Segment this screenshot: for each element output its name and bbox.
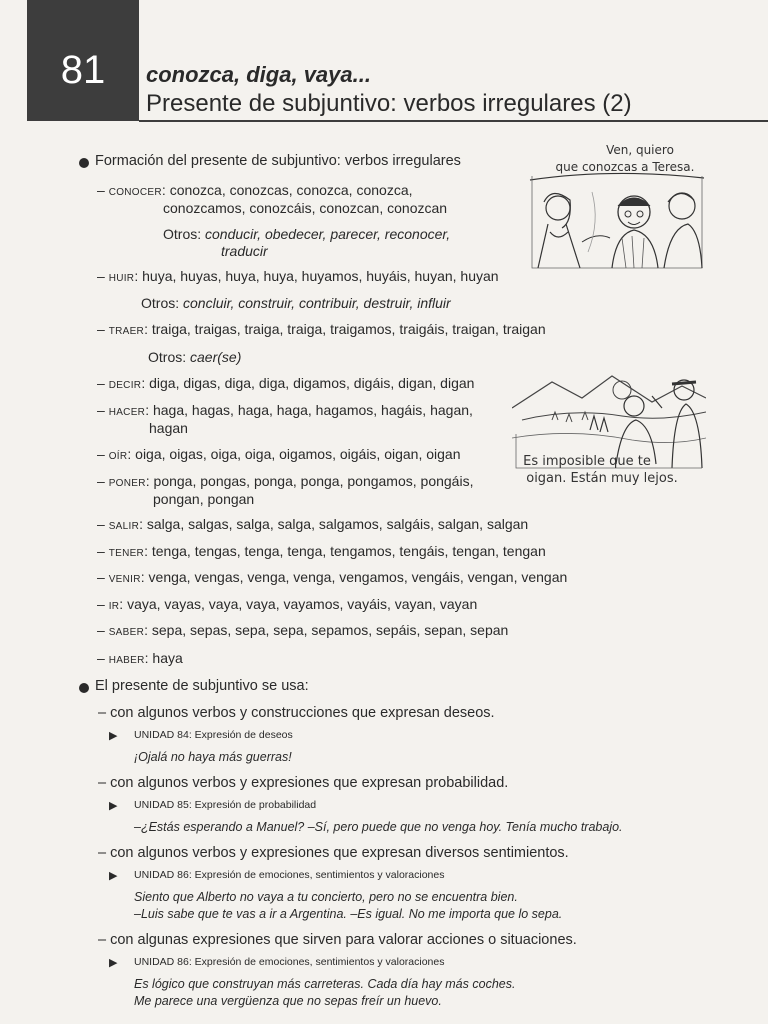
unit-reference: UNIDAD 86: Expresión de emociones, sentimientos y valoraciones [134, 956, 445, 968]
unit-number: 81 [60, 48, 106, 92]
verb-forms: traiga, traigas, traiga, traiga, traigamos, traigáis, traigan, traigan [151, 321, 546, 337]
otros-list: caer(se) [190, 349, 242, 365]
verb-row-conocer: – CONOCER: conozca, conozcas, conozca, conozca, [97, 182, 413, 198]
verb-label: TRAER [108, 326, 145, 337]
verb-forms: vaya, vayas, vaya, vaya, vayamos, vayáis, vayan, vayan [127, 596, 478, 612]
verb-label: PONER [108, 478, 146, 489]
arrow-icon: ▶ [109, 870, 118, 882]
verb-label: VENIR [108, 574, 141, 585]
otros-label: Otros: [163, 226, 202, 242]
example-sentence: Siento que Alberto no vaya a tu concierto, pero no se encuentra bien. [134, 890, 518, 904]
verb-row-oir: – OÍR: oiga, oigas, oiga, oiga, oigamos, oigáis, oigan, oigan [97, 446, 461, 462]
example-sentence: –Luis sabe que te vas a ir a Argentina. –Es igual. No me importa que lo sepa. [134, 907, 563, 921]
bullet-icon [79, 158, 89, 168]
example-sentence: Es lógico que construyan más carreteras. Cada día hay más coches. [134, 977, 516, 991]
verb-row-ir: – IR: vaya, vayas, vaya, vaya, vayamos, vayáis, vayan, vayan [97, 596, 478, 612]
otros-label: Otros: [148, 349, 187, 365]
verb-forms-cont: pongan, pongan [153, 491, 255, 507]
verb-forms: conozca, conozcas, conozca, conozca, [169, 182, 413, 198]
people-greeting-illustration [522, 172, 708, 272]
verb-label: IR [108, 601, 120, 612]
otros-list: concluir, construir, contribuir, destruir, influir [183, 295, 451, 311]
verb-row-salir: – SALIR: salga, salgas, salga, salga, salgamos, salgáis, salgan, salgan [97, 516, 529, 532]
verb-label: HACER [108, 407, 146, 418]
verb-row-venir: – VENIR: venga, vengas, venga, venga, vengamos, vengáis, vengan, vengan [97, 569, 568, 585]
verb-label: SABER [108, 627, 145, 638]
verb-forms: huya, huyas, huya, huya, huyamos, huyáis, huyan, huyan [142, 268, 499, 284]
verb-row-huir: – HUIR: huya, huyas, huya, huya, huyamos, huyáis, huyan, huyan [97, 268, 499, 284]
verb-forms: oiga, oigas, oiga, oiga, oigamos, oigáis, oigan, oigan [135, 446, 461, 462]
verb-row-saber: – SABER: sepa, sepas, sepa, sepa, sepamos, sepáis, sepan, sepan [97, 622, 509, 638]
illustration1-caption-line1: Ven, quiero [606, 143, 674, 157]
unit-reference: UNIDAD 84: Expresión de deseos [134, 729, 293, 741]
otros-huir [141, 295, 451, 312]
example-sentence: –¿Estás esperando a Manuel? –Sí, pero puede que no venga hoy. Tenía mucho trabajo. [134, 820, 623, 834]
example-sentence: ¡Ojalá no haya más guerras! [134, 750, 292, 764]
verb-row-haber: – HABER: haya [97, 650, 183, 666]
verb-label: OÍR [108, 451, 128, 462]
arrow-icon: ▶ [109, 957, 118, 969]
verb-forms-cont: hagan [149, 420, 188, 436]
section1-heading: Formación del presente de subjuntivo: verbos irregulares [95, 153, 461, 169]
otros-conocer [163, 226, 450, 243]
verb-forms: haga, hagas, haga, haga, hagamos, hagáis, hagan, [152, 402, 473, 418]
use-item: – con algunos verbos y construcciones que expresan deseos. [98, 705, 495, 721]
verb-label: DECIR [108, 380, 142, 391]
verb-forms-cont: conozcamos, conozcáis, conozcan, conozcan [163, 200, 448, 216]
use-item: – con algunos verbos y expresiones que expresan probabilidad. [98, 775, 509, 791]
verb-row-hacer: – HACER: haga, hagas, haga, haga, hagamos, hagáis, hagan, [97, 402, 473, 418]
verb-forms: ponga, pongas, ponga, ponga, pongamos, pongáis, [153, 473, 474, 489]
verb-row-tener: – TENER: tenga, tengas, tenga, tenga, tengamos, tengáis, tengan, tengan [97, 543, 546, 559]
unit-reference: UNIDAD 86: Expresión de emociones, sentimientos y valoraciones [134, 869, 445, 881]
use-item: – con algunos verbos y expresiones que expresan diversos sentimientos. [98, 845, 569, 861]
verb-forms: diga, digas, diga, diga, digamos, digáis, digan, digan [149, 375, 475, 391]
unit-reference: UNIDAD 85: Expresión de probabilidad [134, 799, 317, 811]
illustration1-caption-line2: que conozcas a Teresa. [555, 160, 695, 174]
verb-label: TENER [108, 548, 145, 559]
arrow-icon: ▶ [109, 800, 118, 812]
verb-label: CONOCER [108, 187, 162, 198]
page-title: conozca, diga, vaya... [146, 62, 371, 87]
page-subtitle: Presente de subjuntivo: verbos irregulares (2) [146, 90, 632, 117]
verb-label: HUIR [108, 273, 135, 284]
verb-forms: sepa, sepas, sepa, sepa, sepamos, sepáis, sepan, sepan [151, 622, 509, 638]
illustration2-caption-line2: oigan. Están muy lejos. [526, 471, 678, 486]
verb-forms: salga, salgas, salga, salga, salgamos, salgáis, salgan, salgan [146, 516, 529, 532]
title-rule [139, 120, 768, 122]
verb-forms: haya [152, 650, 183, 666]
verb-label: HABER [108, 655, 145, 666]
verb-row-poner: – PONER: ponga, pongas, ponga, ponga, pongamos, pongáis, [97, 473, 474, 489]
use-item: – con algunas expresiones que sirven para valorar acciones o situaciones. [98, 932, 577, 948]
example-sentence: Me parece una vergüenza que no sepas freír un huevo. [134, 994, 442, 1008]
verb-forms: tenga, tengas, tenga, tenga, tengamos, tengáis, tengan, tengan [151, 543, 546, 559]
arrow-icon: ▶ [109, 730, 118, 742]
otros-list: conducir, obedecer, parecer, reconocer, [205, 226, 451, 242]
verb-row-traer: – TRAER: traiga, traigas, traiga, traiga, traigamos, traigáis, traigan, traigan [97, 321, 546, 337]
otros-traer [148, 349, 241, 366]
section2-heading: El presente de subjuntivo se usa: [95, 678, 309, 694]
otros-label: Otros: [141, 295, 180, 311]
verb-forms: venga, vengas, venga, venga, vengamos, vengáis, vengan, vengan [148, 569, 568, 585]
verb-row-decir: – DECIR: diga, digas, diga, diga, digamos, digáis, digan, digan [97, 375, 475, 391]
illustration2-caption-line1: Es imposible que te [523, 454, 651, 469]
unit-number-box [27, 0, 139, 121]
verb-label: SALIR [108, 521, 140, 532]
otros-list-cont: traducir [221, 243, 268, 259]
bullet-icon [79, 683, 89, 693]
